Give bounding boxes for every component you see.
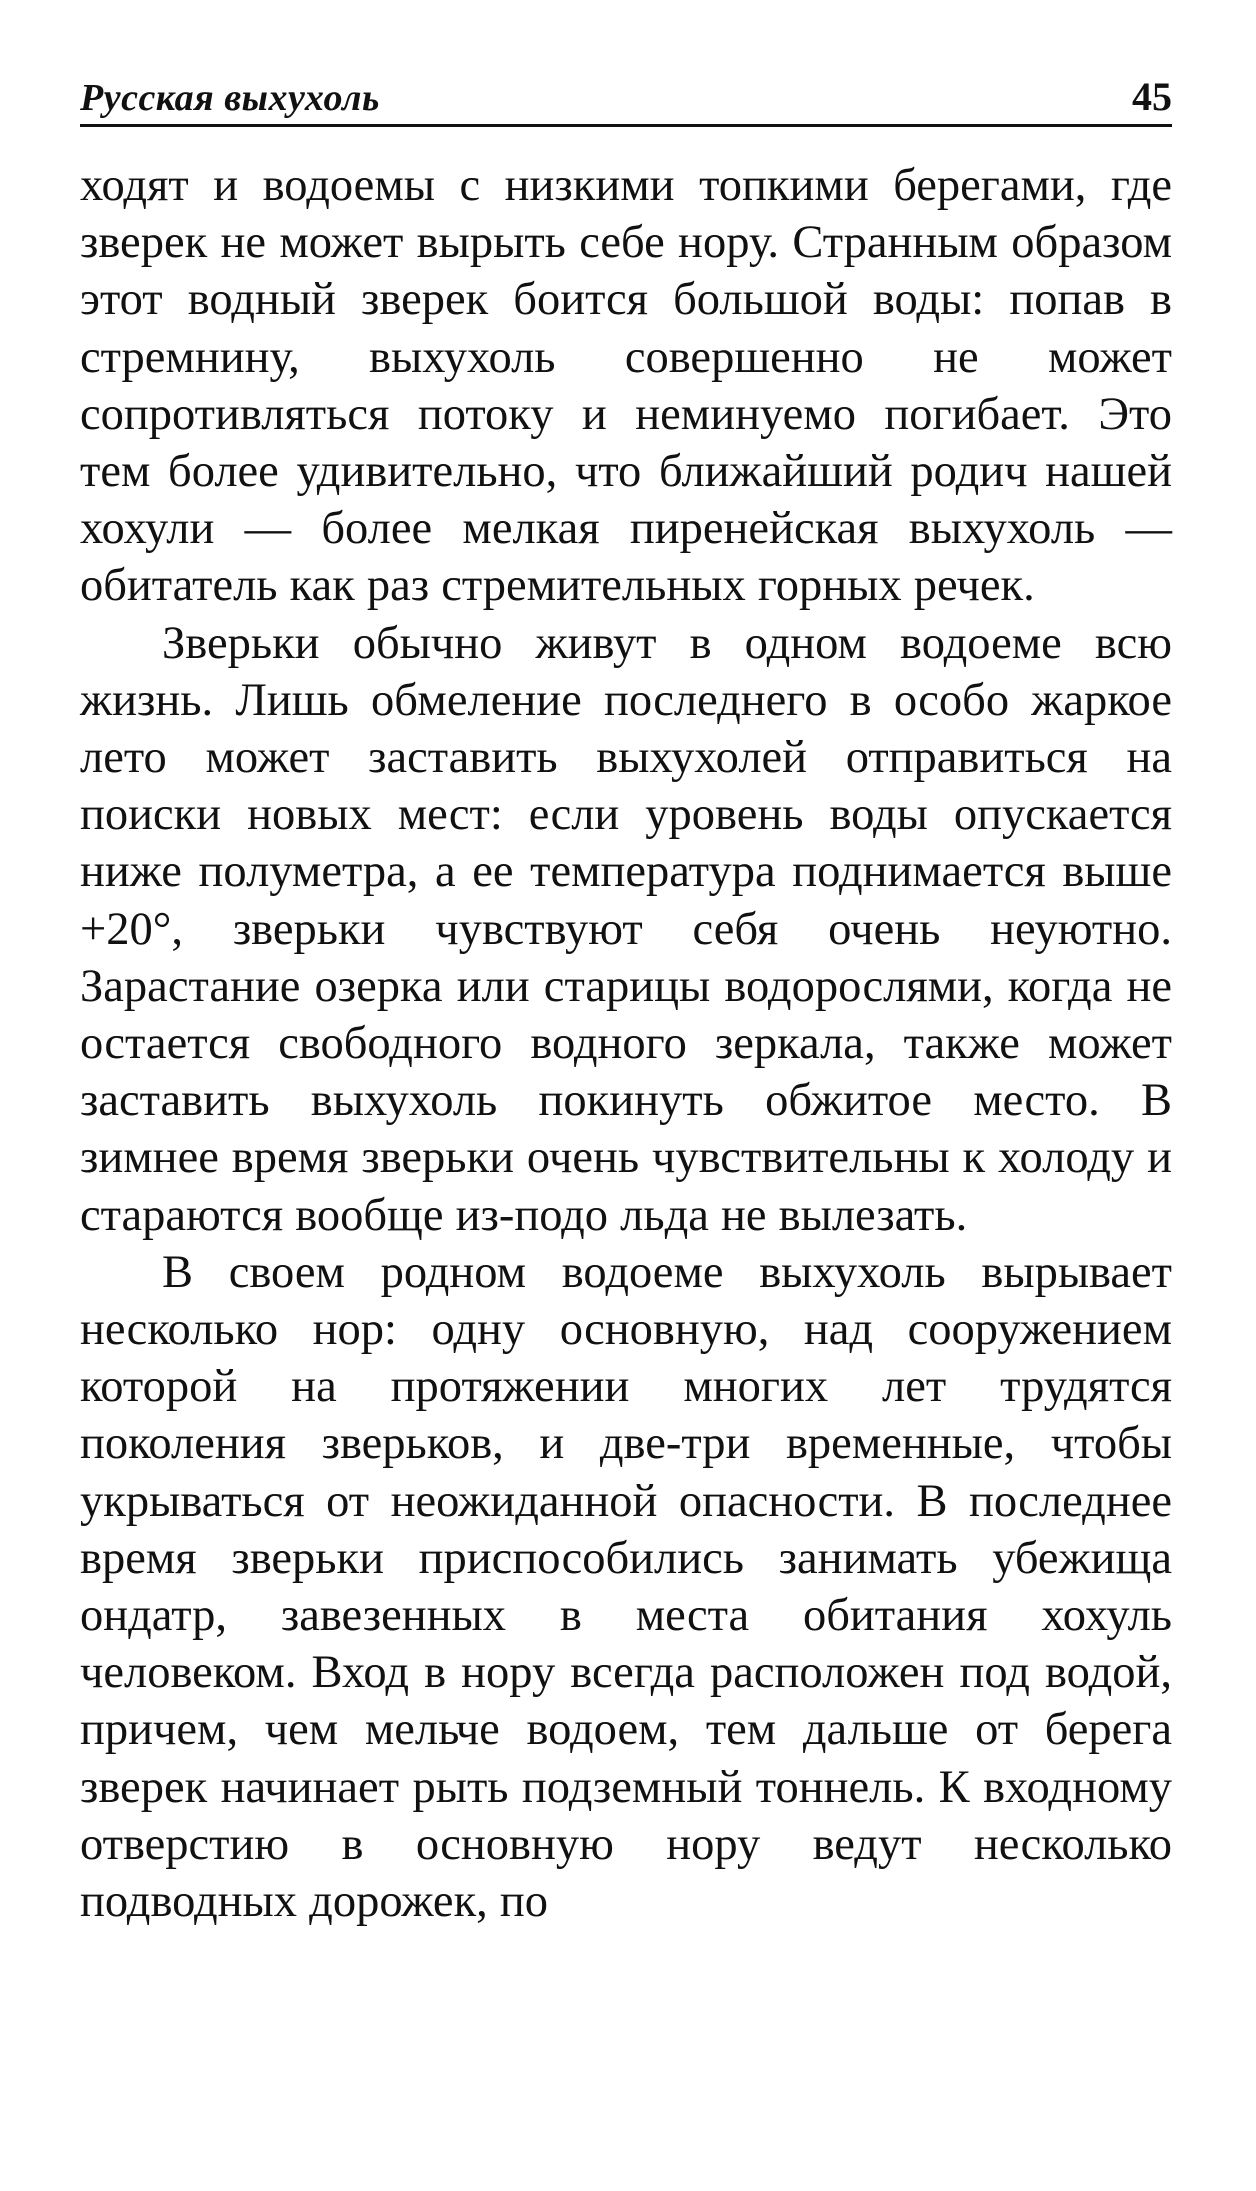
body-text xyxy=(80,157,1172,1930)
paragraph: Зверьки обычно живут в одном водоеме всю жизнь. Лишь обмеление последнего в особо жаркое лето может заставить выхухолей отправиться на поиски новых мест: если уровень воды опускается ниже полуметра, а ее температура поднимается выше +20°, зверьки чувствуют себя очень неуютно. Зарастание озерка или старицы водорослями, когда не остается свободного водного зеркала, также может заставить выхухоль покинуть обжитое место. В зимнее время зверьки очень чувствительны к холоду и стараются вообще из-подо льда не вылезать. xyxy=(80,617,1172,1241)
page-number: 45 xyxy=(1132,74,1172,119)
paragraph: В своем родном водоеме выхухоль вырывает несколько нор: одну основную, над сооружением которой на протяжении многих лет трудятся поколения зверьков, и две-три временные, чтобы укрываться от неожиданной опасности. В последнее время зверьки приспособились занимать убежища ондатр, завезенных в места обитания хохуль человеком. Вход в нору всегда расположен под водой, причем, чем мельче водоем, тем дальше от берега зверек начинает рыть подземный тоннель. К входному отверстию в основную нору ведут несколько подводных дорожек, по xyxy=(80,1246,1172,1928)
book-title: Русская выхухоль xyxy=(80,77,380,119)
book-page xyxy=(80,58,1172,1930)
paragraph-continuation: ходят и водоемы с низкими топкими берегами, где зверек не может вырыть себе нору. Странным образом этот водный зверек боится большой воды: попав в стремнину, выхухоль совершенно не может сопротивляться потоку и неминуемо погибает. Это тем более удивительно, что ближайший родич нашей хохули — более мелкая пиренейская выхухоль — обитатель как раз стремительных горных речек. xyxy=(80,160,1172,612)
running-header xyxy=(80,58,1172,127)
